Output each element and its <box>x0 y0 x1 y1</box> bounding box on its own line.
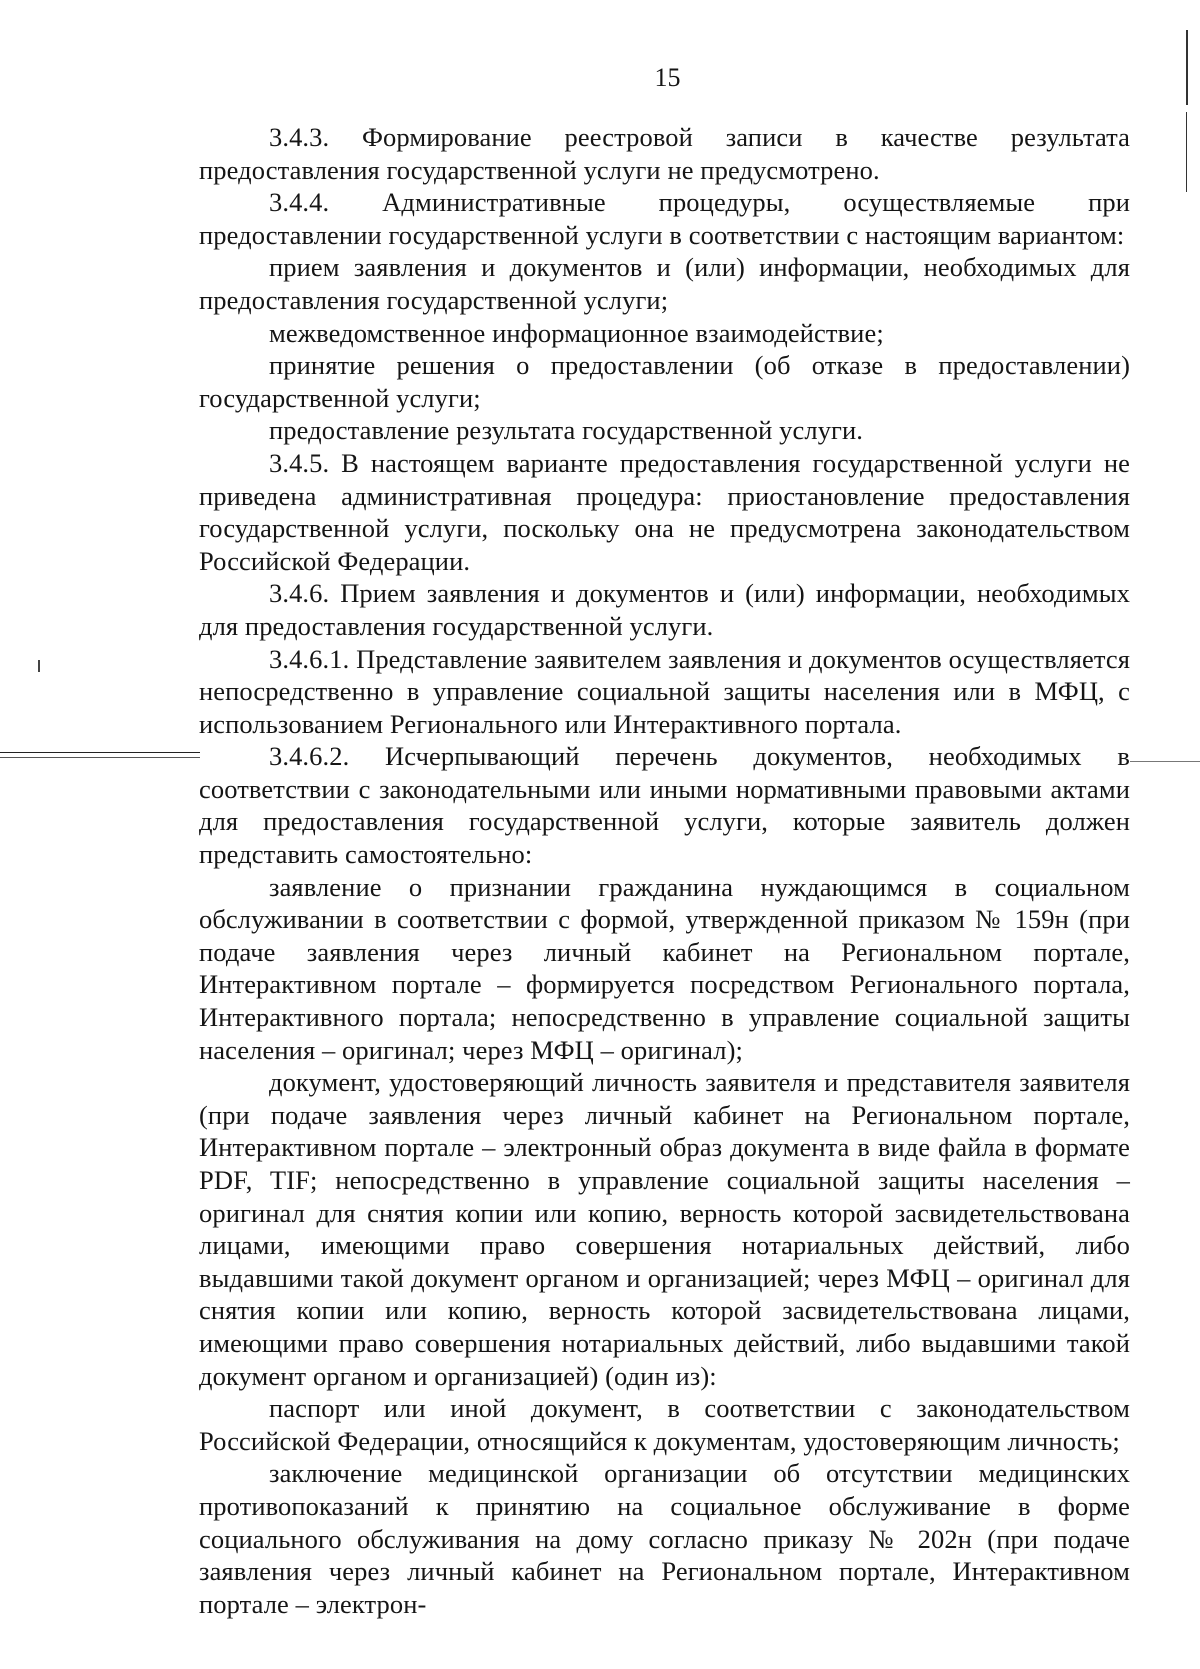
list-item-medical-conclusion: заключение медицинской организации об отсутствии медицинских противопоказаний к принятию на социальное обслуживание в форме социального обслуживания на дому согласно приказу № 202н (при подаче заявления через личный кабинет на Региональном портале, Интерактивном портале – электрон- <box>199 1458 1130 1619</box>
paragraph-3-4-6-2: 3.4.6.2. Исчерпывающий перечень документов, необходимых в соответствии с законодательными или иными нормативными правовыми актами для предоставления государственной услуги, которые заявитель должен представить самостоятельно: <box>199 741 1130 870</box>
list-item-result: предоставление результата государственной услуги. <box>269 415 864 446</box>
paragraph-3-4-5: 3.4.5. В настоящем варианте предоставления государственной услуги не приведена административная процедура: приостановление предоставления государственной услуги, поскольку она не предусмотрена законодательством Российской Федерации. <box>199 447 1130 576</box>
paragraph-3-4-6: 3.4.6. Прием заявления и документов и (или) информации, необходимых для предоставления государственной услуги. <box>199 578 1130 641</box>
list-item-passport: паспорт или иной документ, в соответствии с законодательством Российской Федерации, относящийся к документам, удостоверяющим личность; <box>199 1393 1130 1456</box>
paragraph-3-4-3: 3.4.3. Формирование реестровой записи в качестве результата предоставления государственной услуги не предусмотрено. <box>199 122 1130 185</box>
scan-artifact-line <box>0 752 200 753</box>
list-item-interagency: межведомственное информационное взаимодействие; <box>269 317 884 348</box>
list-item-reception: прием заявления и документов и (или) информации, необходимых для предоставления государственной услуги; <box>199 252 1130 315</box>
list-item-identity-document: документ, удостоверяющий личность заявителя и представителя заявителя (при подаче заявления через личный кабинет на Региональном портале, Интерактивном портале – электронный образ документа в виде файла в формате PDF, TIF; непосредственно в управление социальной защиты населения – оригинал для снятия копии или копию, верность которой засвидетельствована лицами, имеющими право совершения нотариальных действий, либо выдавшими такой документ органом и организацией; через МФЦ – оригинал для снятия копии или копию, верность которой засвидетельствована лицами, имеющими право совершения нотариальных действий, либо выдавшими такой документ органом и организацией) (один из): <box>199 1067 1130 1391</box>
page-number: 15 <box>654 63 681 92</box>
scan-edge-mark <box>1186 30 1188 105</box>
list-item-decision: принятие решения о предоставлении (об отказе в предоставлении) государственной услуги; <box>199 350 1130 413</box>
paragraph-3-4-6-1: 3.4.6.1. Представление заявителем заявления и документов осуществляется непосредственно в управление социальной защиты населения или в МФЦ, с использованием Регионального или Интерактивного портала. <box>199 643 1130 739</box>
scan-speck <box>38 660 40 672</box>
list-item-application: заявление о признании гражданина нуждающимся в социальном обслуживании в соответствии с формой, утвержденной приказом № 159н (при подаче заявления через личный кабинет на Региональном портале, Интерактивном портале – формируется посредством Регионального портала, Интерактивного портала; непосредственно в управление социальной защиты населения – оригинал; через МФЦ – оригинал); <box>199 871 1130 1065</box>
scan-edge-mark <box>1186 112 1187 192</box>
scan-artifact-line <box>1130 761 1200 762</box>
scan-artifact-line <box>0 757 200 758</box>
document-body <box>199 121 1130 1620</box>
paragraph-3-4-4: 3.4.4. Административные процедуры, осуществляемые при предоставлении государственной услуги в соответствии с настоящим вариантом: <box>199 187 1130 250</box>
